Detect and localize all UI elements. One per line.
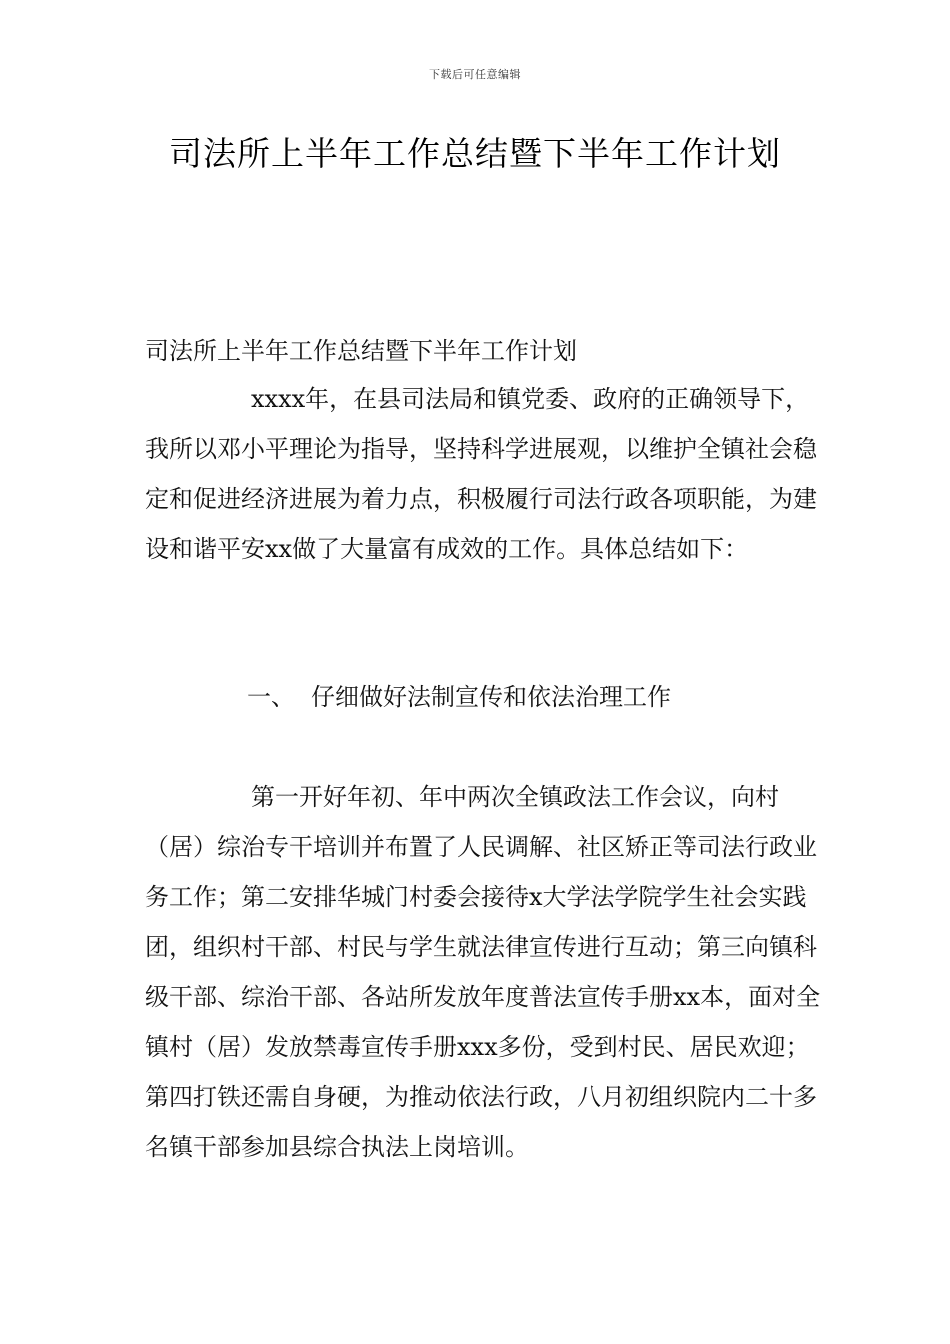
section-heading-text: 仔细做好法制宣传和依法治理工作 <box>311 683 671 711</box>
document-title: 司法所上半年工作总结暨下半年工作计划 <box>169 134 781 173</box>
section-heading <box>247 672 671 722</box>
header-note: 下载后可任意编辑 <box>429 68 521 81</box>
intro-paragraph: xxxx年，在县司法局和镇党委、政府的正确领导下，我所以邓小平理论为指导，坚持科学进展观，以维护全镇社会稳定和促进经济进展为着力点，积极履行司法行政各项职能，为建设和谐平安xx做了大量富有成效的工作。具体总结如下： <box>145 385 817 563</box>
section-body-paragraph: 第一开好年初、年中两次全镇政法工作会议，向村（居）综治专干培训并布置了人民调解、社区矫正等司法行政业务工作；第二安排华城门村委会接待x大学法学院学生社会实践团，组织村干部、村民与学生就法律宣传进行互动；第三向镇科级干部、综治干部、各站所发放年度普法宣传手册xx本，面对全镇村（居）发放禁毒宣传手册xxx多份，受到村民、居民欢迎；第四打铁还需自身硬，为推动依法行政，八月初组织院内二十多名镇干部参加县综合执法上岗培训。 <box>145 783 821 1161</box>
section-number: 一、 <box>247 683 295 711</box>
document-subtitle: 司法所上半年工作总结暨下半年工作计划 <box>145 337 577 365</box>
